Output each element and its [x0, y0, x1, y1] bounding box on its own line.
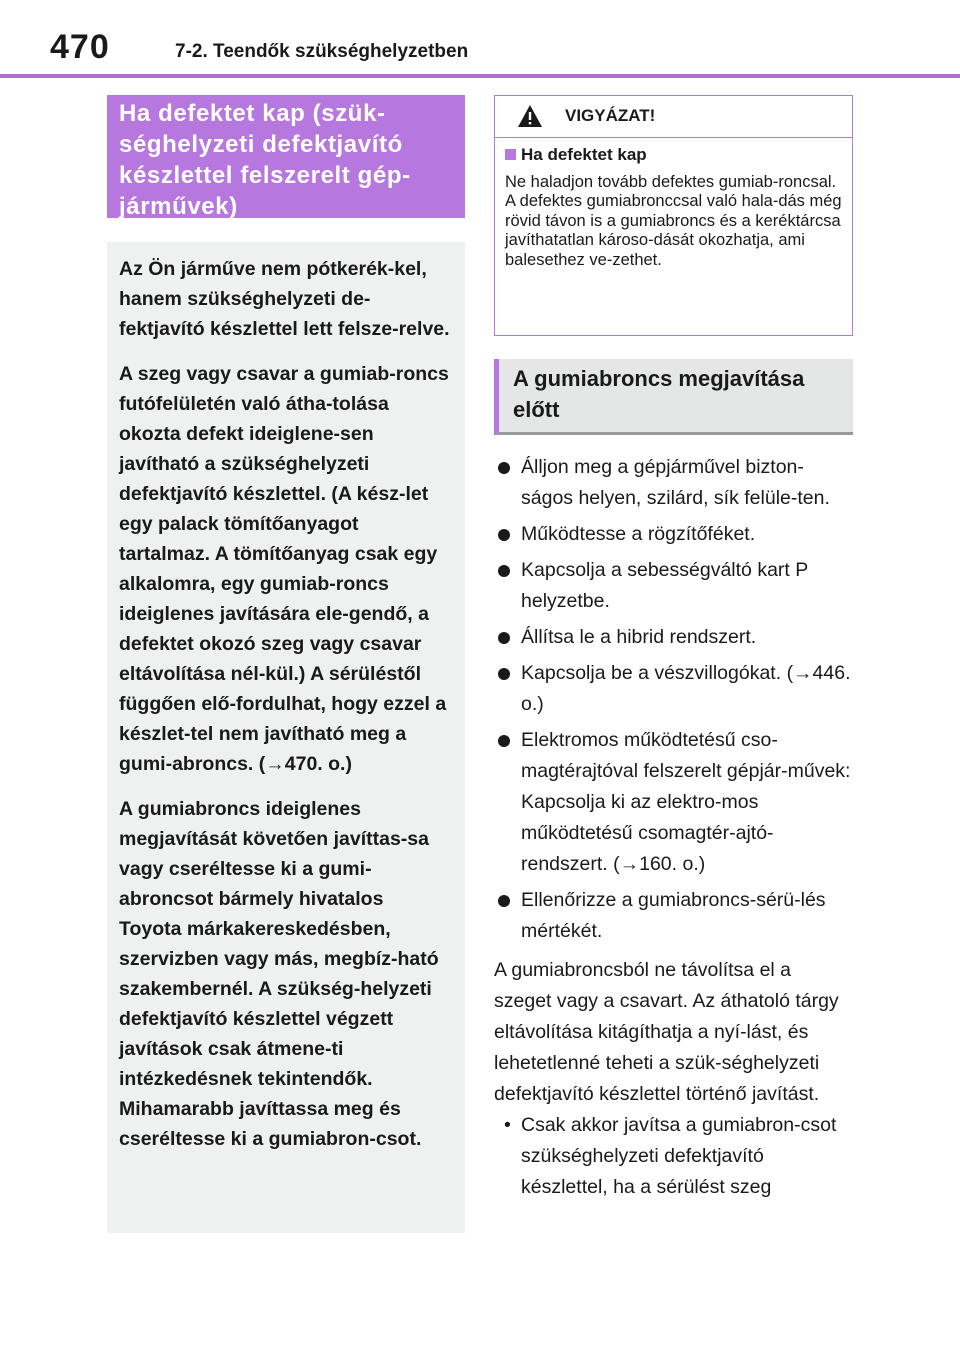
- list-item-text: Állítsa le a hibrid rendszert.: [521, 626, 757, 648]
- bullet-icon: [498, 735, 510, 747]
- bullet-icon: [498, 529, 510, 541]
- bullet-icon: [498, 668, 510, 680]
- bullet-icon: [498, 632, 510, 644]
- list-item-text: Ellenőrizze a gumiabroncs-sérü-lés mértékét.: [521, 889, 826, 942]
- list-item-text: Elektromos működtetésű cso-magtérajtóval felszerelt gépjár-művek: Kapcsolja ki az elektro-mos működtetésű csomagtér-ajtó-rendszert. (→160. o.): [521, 729, 851, 875]
- chapter-title: 7-2. Teendők szükséghelyzetben: [175, 41, 469, 62]
- list-item: [494, 622, 853, 653]
- right-column: [494, 95, 853, 1203]
- steps-list: [494, 452, 853, 947]
- bullet-icon: [498, 895, 510, 907]
- sub-bullet-icon: •: [504, 1114, 511, 1136]
- bullet-icon: [498, 462, 510, 474]
- section-title: Ha defektet kap (szük-séghelyzeti defektjavító készlettel felszerelt gép-járművek): [107, 95, 465, 218]
- sub-bullet-item: [494, 1110, 853, 1203]
- warning-label: VIGYÁZAT!: [565, 106, 656, 125]
- list-item-text: Kapcsolja a sebességváltó kart P helyzetbe.: [521, 559, 808, 612]
- list-item: [494, 519, 853, 550]
- list-item: [494, 452, 853, 514]
- body-paragraph: A gumiabroncsból ne távolítsa el a szeget vagy a csavart. Az áthatoló tárgy eltávolítása kitágíthatja a nyí-lást, és lehetetlenné teheti a szük-séghelyzeti defektjavító készlettel történő javítást.: [494, 959, 839, 1105]
- list-item: [494, 658, 853, 720]
- intro-box: [107, 242, 465, 1233]
- list-item: [494, 885, 853, 947]
- list-item-text: Álljon meg a gépjárművel bizton-ságos helyen, szilárd, sík felüle-ten.: [521, 456, 830, 509]
- list-item-text: Működtesse a rögzítőféket.: [521, 523, 756, 545]
- warning-subheading-text: Ha defektet kap: [521, 145, 647, 164]
- intro-paragraph-1: Az Ön járműve nem pótkerék-kel, hanem szükséghelyzeti de-fektjavító készlettel lett felsze-relve.: [119, 258, 450, 340]
- bullet-icon: [498, 565, 510, 577]
- warning-triangle-icon: [517, 104, 543, 128]
- intro-paragraph-3: A gumiabroncs ideiglenes megjavítását követően javíttas-sa vagy cseréltesse ki a gumi-abroncsot bármely hivatalos Toyota márkakereskedésben, szervizben vagy más, megbíz-ható szakembernél. A szükség-helyzeti defektjavító készlettel végzett javítások csak átmene-ti intézkedésnek tekintendők. Mihamarabb javíttassa meg és cseréltesse ki a gumiabron-csot.: [119, 798, 439, 1150]
- warning-body: [495, 138, 852, 270]
- subsection-title: A gumiabroncs megjavítása előtt: [494, 359, 853, 435]
- list-item: [494, 725, 853, 880]
- warning-box: [494, 95, 853, 336]
- sub-bullet-text: Csak akkor javítsa a gumiabron-csot szükséghelyzeti defektjavító készlettel, ha a sérülést szeg: [521, 1114, 837, 1198]
- page-number: 470: [50, 28, 110, 66]
- warning-text: Ne haladjon tovább defektes gumiab-roncsal. A defektes gumiabronccsal való hala-dás még rövid távon is a gumiabroncs és a keréktárcsa javíthatatlan károso-dását okozhatja, ami balesethez ve-zethet.: [505, 172, 842, 269]
- square-bullet-icon: [505, 149, 516, 160]
- left-column: [107, 95, 465, 1233]
- list-item-text: Kapcsolja be a vészvillogókat. (→446. o.): [521, 662, 851, 715]
- intro-paragraph-2: A szeg vagy csavar a gumiab-roncs futófelületén való átha-tolása okozta defekt ideiglene-sen javítható a szükséghelyzeti defektjavító készlettel. (A kész-let egy palack tömítőanyagot tartalmaz. A tömítőanyag csak egy alkalomra, egy gumiab-roncs ideiglenes javítására ele-gendő, a defektet okozó szeg vagy csavar eltávolítása nél-kül.) A sérüléstől függően elő-fordulhat, hogy ezzel a készlet-tel nem javítható meg a gumi-abroncs. (→470. o.): [119, 363, 449, 775]
- warning-subheading: [505, 145, 842, 165]
- warning-header: [495, 96, 852, 138]
- list-item: [494, 555, 853, 617]
- header-rule: [0, 74, 960, 78]
- page-header: [0, 0, 960, 78]
